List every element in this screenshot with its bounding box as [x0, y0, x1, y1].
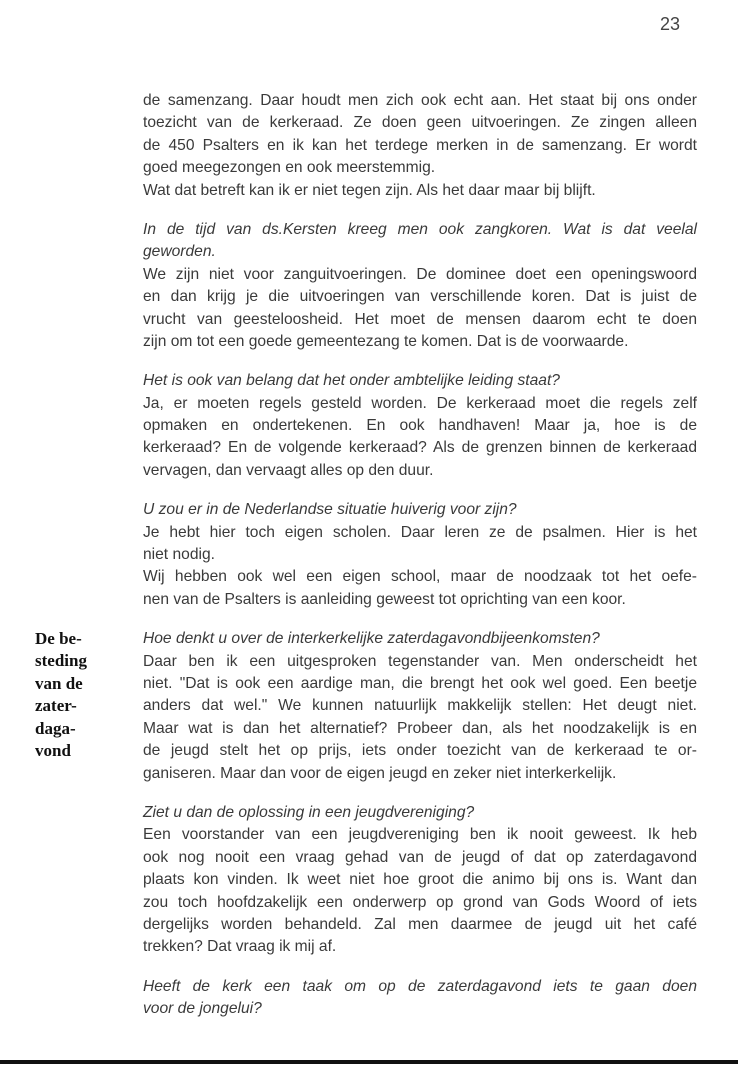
interview-question: [143, 628, 697, 650]
margin-heading-line: De be-: [35, 629, 82, 648]
paragraph: [143, 219, 697, 353]
bottom-rule: [0, 1060, 738, 1064]
answer-line: niet nodig.: [143, 546, 215, 564]
interview-question: [143, 370, 697, 392]
answer-line: de samenzang. Daar houdt men zich ook echt aan. Het staat bij ons onder: [143, 92, 697, 109]
answer-line: zijn om tot een goede gemeentezang te komen. Dat is de voorwaarde.: [143, 332, 629, 350]
answer-line: ook nog nooit een vraag gehad van de jeugd of dat op zaterdagavond: [143, 848, 697, 866]
answer-line: nen van de Psalters is aanleiding geweest tot oprichting van een koor.: [143, 590, 626, 608]
answer-line: anders dat wel." We kunnen natuurlijk makkelijk stellen: Het deugt niet.: [143, 697, 697, 715]
answer-line: vrucht van geesteloosheid. Het moet de mensen daarom echt te doen: [143, 310, 697, 328]
answer-line: plaats kon vinden. Ik weet niet hoe groot die animo bij ons is. Want dan: [143, 871, 697, 889]
margin-heading-line: daga-: [35, 718, 76, 738]
question-line: Ziet u dan de oplossing in een jeugdvereniging?: [143, 803, 475, 821]
answer-line: Een voorstander van een jeugdvereniging ben ik nooit geweest. Ik heb: [143, 826, 697, 844]
question-line: Hoe denkt u over de interkerkelijke zaterdagavondbijeenkomsten?: [143, 630, 600, 648]
interview-question: [143, 802, 697, 824]
answer-line: kerkeraad? En de volgende kerkeraad? Als de grenzen binnen de kerkeraad: [143, 439, 697, 457]
answer-line: We zijn niet voor zanguitvoeringen. De dominee doet een openingswoord: [143, 265, 697, 283]
answer-line: zou toch hoofdzakelijk een onderwerp op grond van Gods Woord of iets: [143, 893, 697, 911]
answer-line: goed meegezongen en ook meerstemmig.: [143, 159, 436, 177]
question-line: U zou er in de Nederlandse situatie huiverig voor zijn?: [143, 501, 517, 519]
answer-line: niet. "Dat is ook een aardige man, die brengt het ook wel goed. Een beetje: [143, 674, 697, 692]
answer-line: Je hebt hier toch eigen scholen. Daar leren ze de psalmen. Hier is het: [143, 523, 697, 541]
margin-heading: [35, 628, 87, 762]
interview-question: [143, 219, 697, 264]
answer-line: Daar ben ik een uitgesproken tegenstander van. Men onderscheidt het: [143, 652, 697, 670]
answer-line: toezicht van de kerkeraad. Ze doen geen uitvoeringen. Ze zingen alleen: [143, 114, 697, 132]
margin-heading-line: van de: [35, 673, 83, 693]
margin-heading-line: vond: [35, 741, 71, 761]
paragraph: [143, 628, 697, 785]
answer-line: Ja, er moeten regels gesteld worden. De kerkeraad moet die regels zelf: [143, 394, 697, 412]
paragraph: [143, 976, 697, 1021]
paragraph: [143, 802, 697, 959]
question-line: Heeft de kerk een taak om op de zaterdagavond iets te gaan doen: [143, 977, 697, 995]
answer-line: de jeugd stelt het op prijs, iets onder toezicht van de kerkeraad te or-: [143, 742, 697, 760]
answer-line: en dan krijg je die uitvoeringen van verschillende koren. Dat is juist de: [143, 288, 697, 306]
margin-heading-line: steding: [35, 651, 87, 671]
paragraph: [143, 90, 697, 202]
paragraph: [143, 499, 697, 611]
question-line: voor de jongelui?: [143, 1000, 262, 1018]
paragraph: [143, 370, 697, 482]
question-line: geworden.: [143, 243, 216, 261]
answer-line: Wij hebben ook wel een eigen school, maar de noodzaak tot het oefe-: [143, 568, 697, 586]
interview-question: [143, 499, 697, 521]
answer-line: ganiseren. Maar dan voor de eigen jeugd en zeker niet interkerkelijk.: [143, 764, 617, 782]
body-text: [143, 90, 697, 1037]
answer-line: vervagen, dan vervaagt alles op den duur.: [143, 461, 434, 479]
answer-line: Wat dat betreft kan ik er niet tegen zijn. Als het daar maar bij blijft.: [143, 181, 596, 199]
page-number: 23: [660, 14, 681, 34]
answer-line: de 450 Psalters en ik kan het terdege merken in de samenzang. Er wordt: [143, 136, 697, 154]
question-line: Het is ook van belang dat het onder ambtelijke leiding staat?: [143, 372, 560, 390]
interview-question: [143, 976, 697, 1021]
question-line: In de tijd van ds.Kersten kreeg men ook zangkoren. Wat is dat veelal: [143, 220, 697, 238]
answer-line: dergelijks worden behandeld. Zal men daarmee de jeugd uit het café: [143, 915, 697, 933]
answer-line: Maar wat is dan het alternatief? Probeer dan, als het noodzakelijk is en: [143, 719, 697, 737]
margin-heading-line: zater-: [35, 696, 77, 716]
answer-line: opmaken en ondertekenen. En ook handhaven! Maar ja, hoe is de: [143, 417, 697, 435]
answer-line: trekken? Dat vraag ik mij af.: [143, 938, 337, 956]
